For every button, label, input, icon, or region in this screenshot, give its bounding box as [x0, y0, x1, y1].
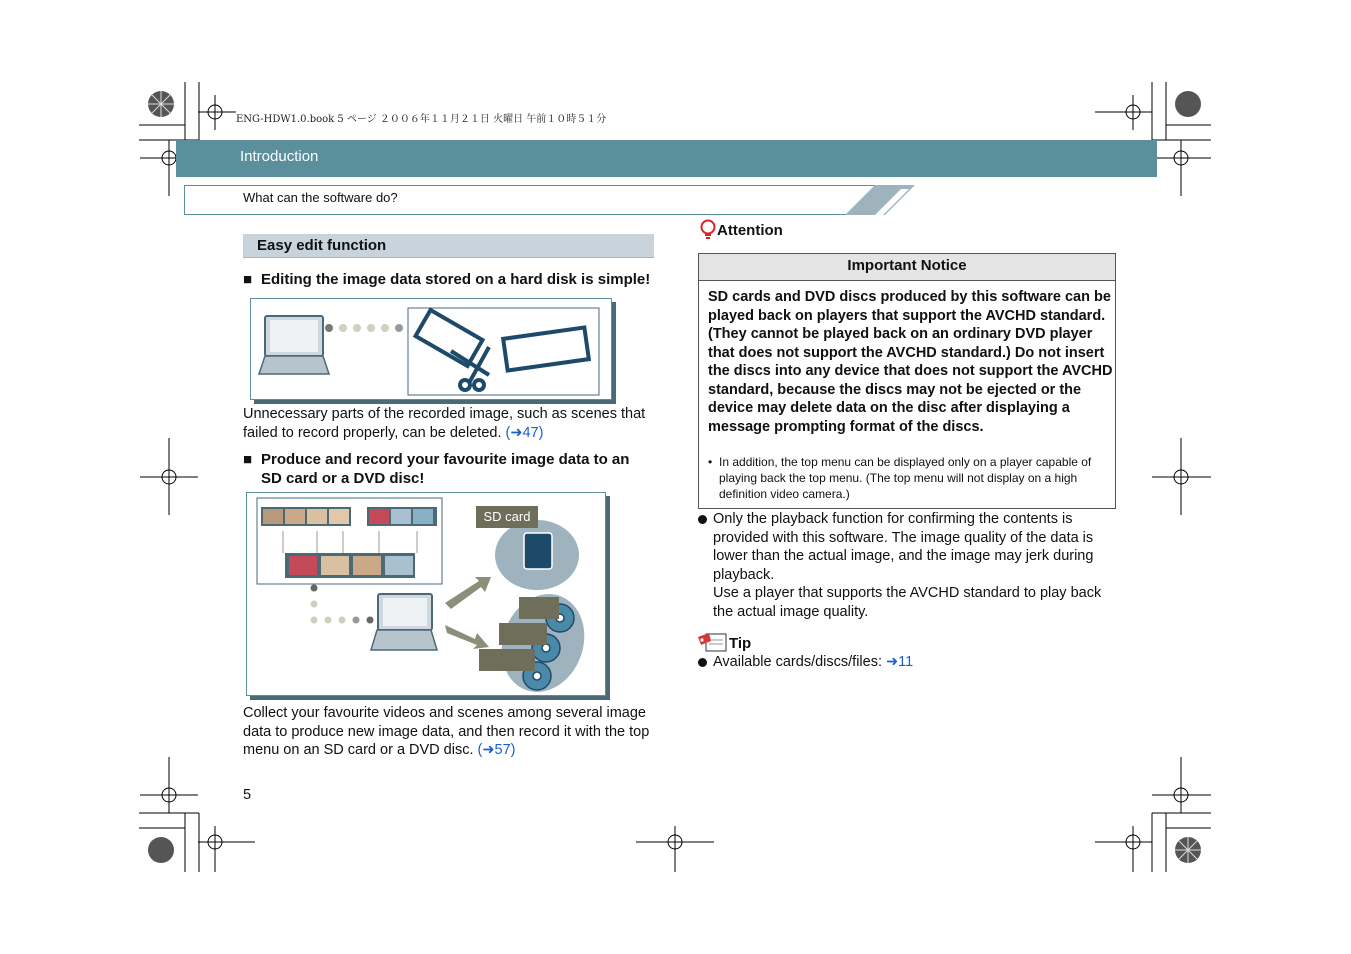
important-notice-box	[698, 253, 1116, 509]
item1-heading-text: Editing the image data stored on a hard disk is simple!	[261, 271, 651, 288]
laptop-icon	[371, 594, 437, 650]
item2-text: Collect your favourite videos and scenes among several image data to produce new image data, and then record it with the top menu on an SD card or a DVD disc.	[243, 705, 650, 758]
round-bullet-icon	[698, 658, 707, 667]
playback-text: Only the playback function for confirming the contents is provided with this software. The image quality of the data is lower than the actual image, and the image may jerk during playback.	[713, 511, 1094, 583]
item1-heading	[243, 270, 663, 289]
notice-bold-text: SD cards and DVD discs produced by this software can be played back on players that support the AVCHD standard. (They cannot be played back on an ordinary DVD player that does not support the AVCHD standard.) Do not insert the discs into any device that does not support the AVCHD standard, because the discs may not be ejected or the device may delete data on the disc after displaying a message prompting format of the discs.	[708, 289, 1113, 435]
dots-connector	[325, 324, 417, 332]
square-bullet-icon: ■	[243, 271, 253, 288]
small-bullet-icon: •	[708, 455, 713, 469]
subtitle: What can the software do?	[243, 190, 398, 205]
print-header-line: ENG-HDW1.0.book 5 ページ ２００６年１１月２１日 火曜日 午前１０時５１分	[236, 114, 607, 125]
tip-item-text: Available cards/discs/files:	[713, 654, 887, 670]
sd-card-label-text: SD card	[483, 509, 531, 524]
edit-figure-art	[251, 299, 611, 399]
tip-item	[698, 653, 1108, 672]
header-band	[176, 140, 1157, 177]
section-heading	[243, 234, 654, 258]
sd-card-icon	[524, 533, 552, 569]
notice-title: Important Notice	[699, 254, 1115, 281]
item1-description	[243, 405, 653, 442]
page-ref-link-47[interactable]: (➜47)	[505, 424, 544, 441]
laptop-icon	[259, 316, 329, 374]
page-ref-link-11[interactable]: ➜11	[886, 654, 914, 670]
item2-heading	[243, 450, 663, 487]
page-ref-link-57[interactable]: (➜57)	[477, 742, 516, 758]
thumbnail-strip-bottom	[285, 553, 415, 578]
record-figure-art	[247, 493, 605, 695]
item2-description	[243, 704, 653, 760]
playback-bullet	[698, 510, 1108, 621]
attention-label: Attention	[717, 222, 783, 239]
section-heading-text: Easy edit function	[257, 237, 387, 254]
arrow-icon	[445, 577, 491, 649]
square-bullet-icon: ■	[243, 451, 253, 468]
edit-illustration	[250, 298, 612, 400]
sd-card-label	[476, 506, 538, 528]
page-number: 5	[243, 787, 252, 803]
playback-text-2: Use a player that supports the AVCHD standard to play back the actual image quality.	[713, 585, 1102, 620]
round-bullet-icon	[698, 515, 707, 524]
item2-heading-line2: SD card or a DVD disc!	[261, 470, 425, 487]
tip-icon	[697, 631, 729, 653]
tip-label: Tip	[729, 635, 752, 652]
item1-text: Unnecessary parts of the recorded image, such as scenes that failed to record properly, can be deleted.	[243, 406, 646, 441]
notice-small-bullet	[708, 454, 1108, 502]
section-title: Introduction	[240, 148, 319, 165]
attention-icon	[699, 219, 717, 241]
record-illustration	[246, 492, 606, 696]
subtitle-bar-stripes	[835, 185, 915, 215]
thumbnail-strip-top	[261, 507, 437, 526]
dots-connector	[311, 585, 374, 624]
notice-small-text: In addition, the top menu can be displayed only on a player capable of playing back the top menu. (The top menu will not display on a high definition video camera.)	[719, 455, 1092, 501]
item2-heading-line1: Produce and record your favourite image data to an	[261, 451, 630, 468]
